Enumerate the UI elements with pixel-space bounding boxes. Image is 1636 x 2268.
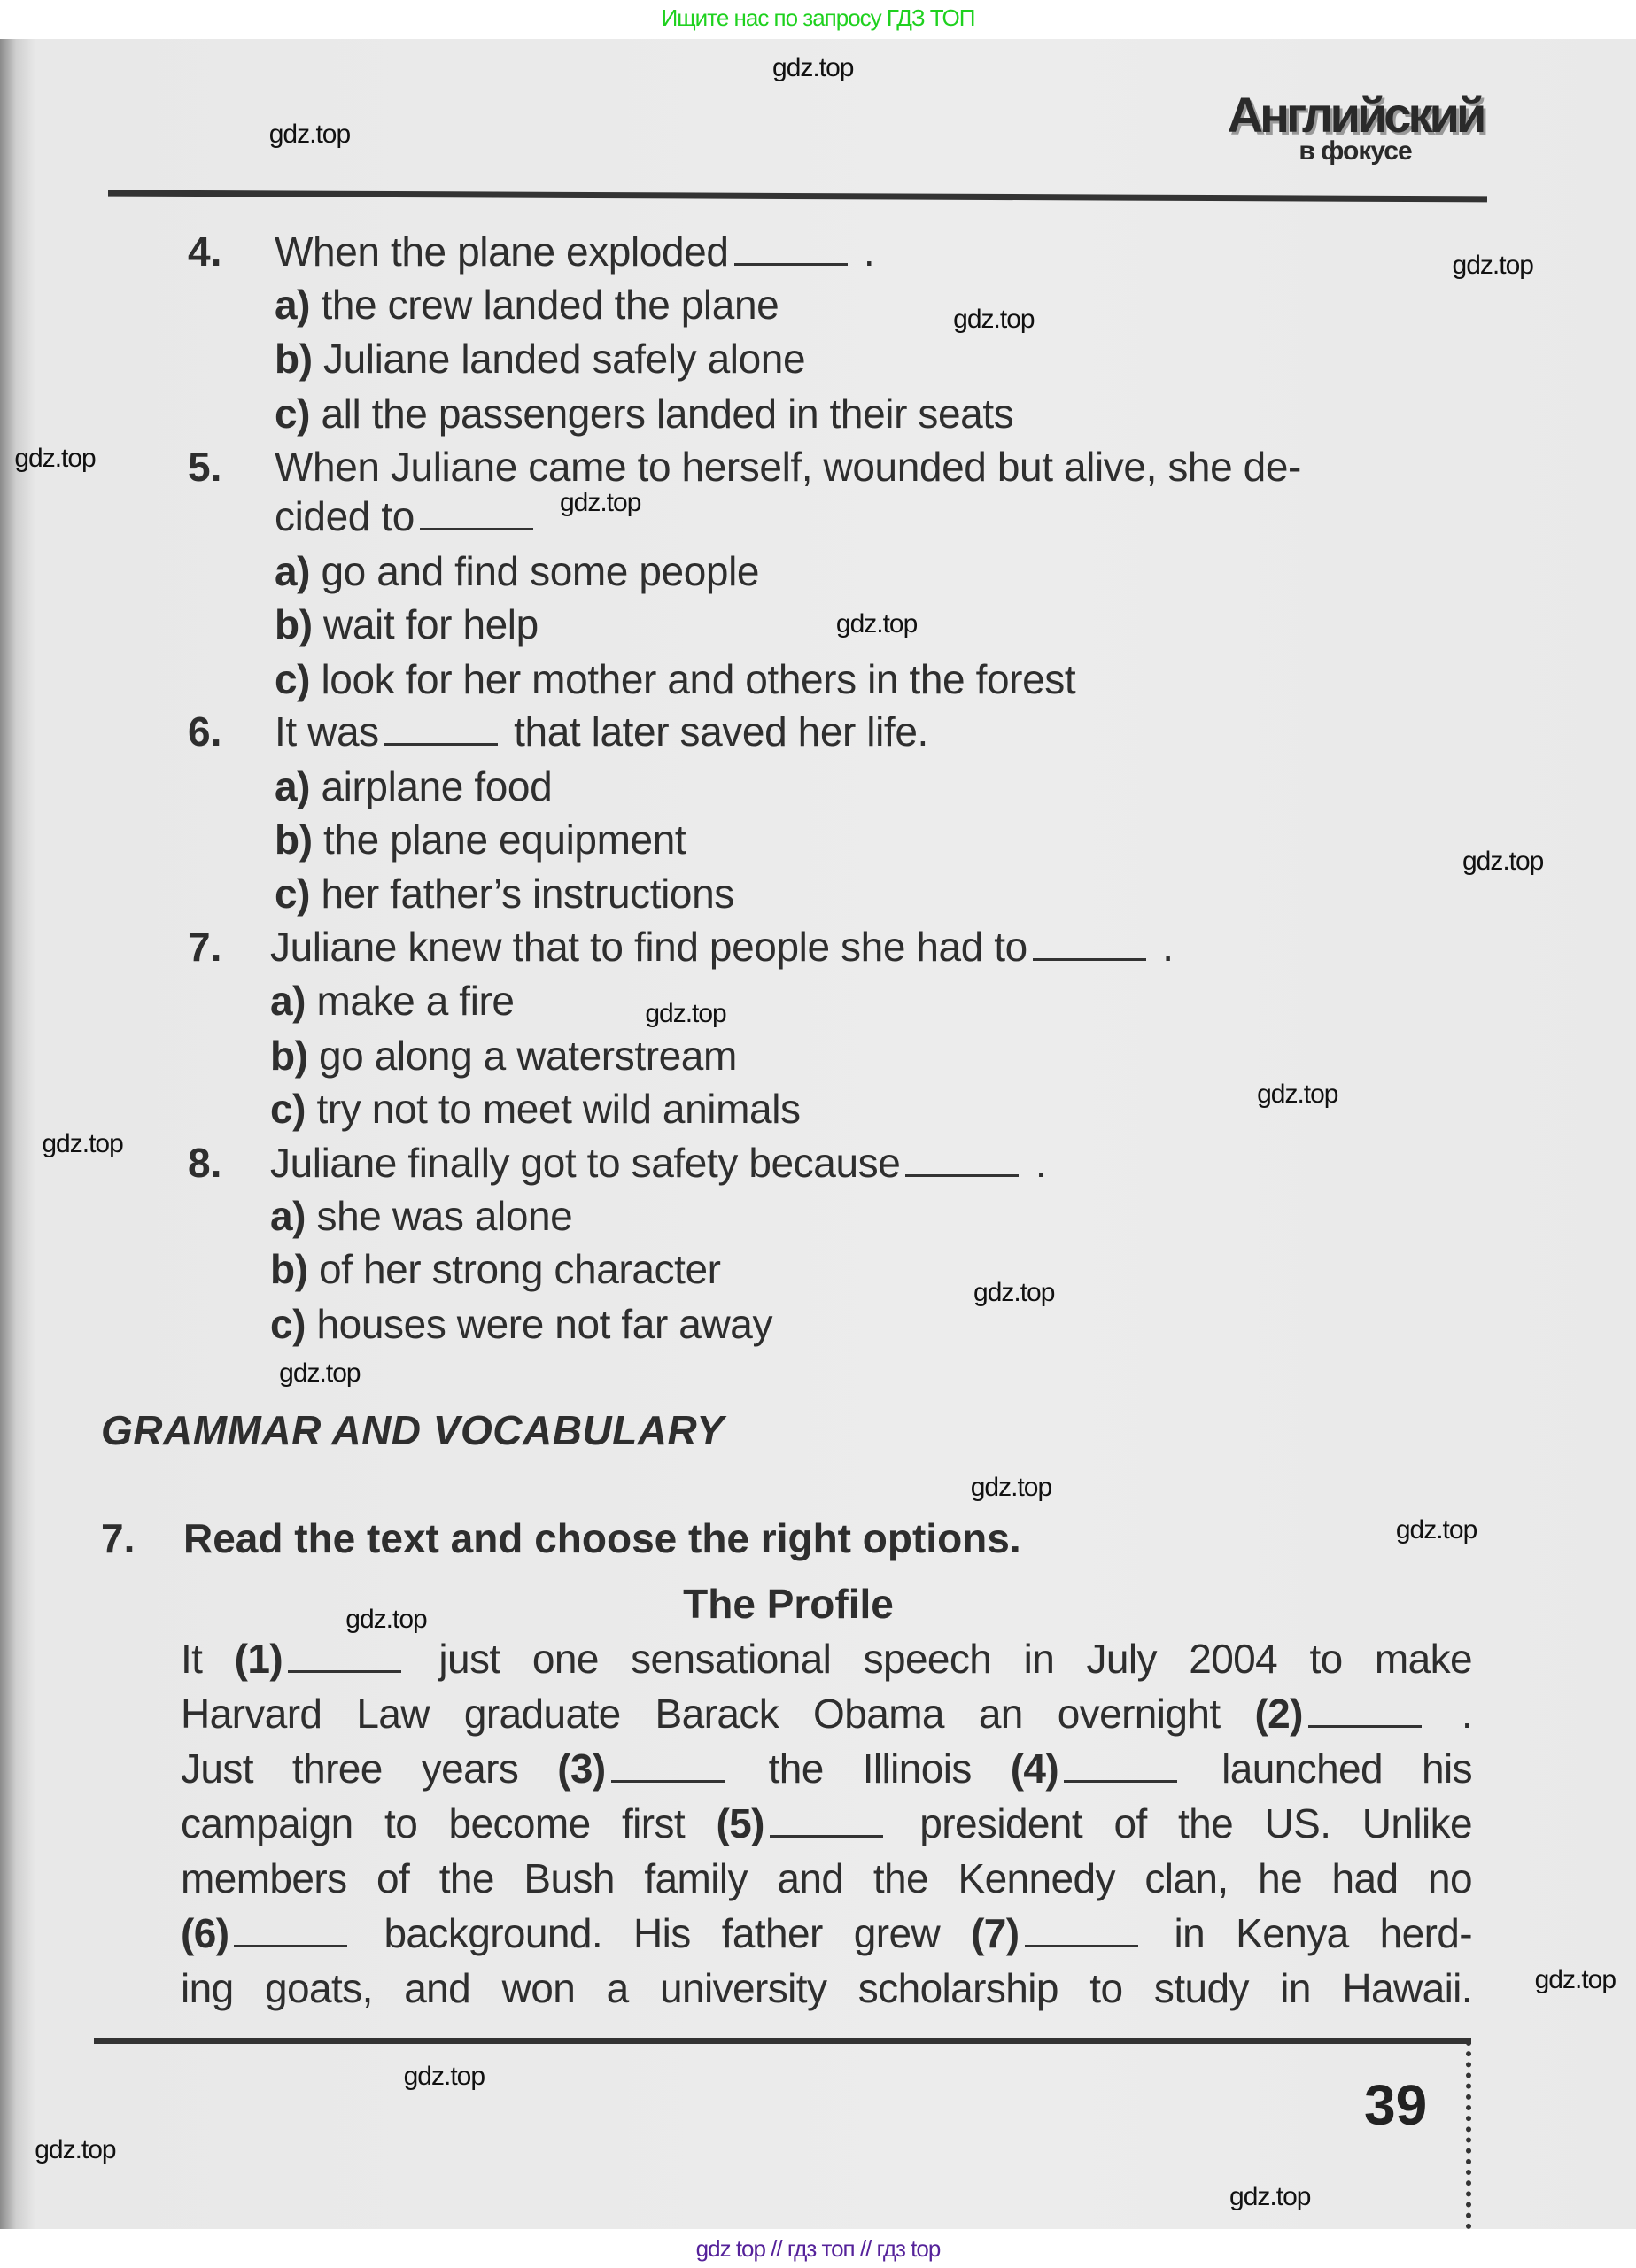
question-stem <box>275 440 1301 493</box>
paragraph-line <box>181 1632 1472 1685</box>
answer-blank <box>384 708 498 746</box>
answer-blank <box>770 1800 883 1838</box>
question-stem <box>270 920 1174 973</box>
gap-number: (5) <box>716 1800 764 1846</box>
answer-option <box>275 760 552 813</box>
option-text: all the passengers landed in their seats <box>321 390 1014 437</box>
question-number: 8. <box>188 1139 222 1186</box>
paragraph-text: just one sensational speech in July 2004 to make <box>438 1635 1472 1682</box>
footer-divider <box>94 2038 1471 2044</box>
option-text: the crew landed the plane <box>321 282 779 329</box>
paragraph-text: in Kenya herd- <box>1174 1909 1473 1956</box>
stem-text: When Juliane came to herself, wounded but alive, she de- <box>275 444 1301 491</box>
gap-number: (3) <box>557 1745 606 1792</box>
paragraph-text: campaign to become first <box>181 1800 717 1846</box>
option-letter: b) <box>270 1032 319 1079</box>
answer-option <box>275 332 805 385</box>
watermark-text: gdz.top <box>1534 1964 1617 1994</box>
watermark-text: gdz.top <box>1257 1080 1338 1110</box>
answer-option <box>275 813 686 866</box>
option-letter: c) <box>275 656 322 703</box>
answer-blank <box>1308 1690 1422 1728</box>
stem-text: cided to <box>275 492 415 539</box>
top-banner-text: Ищите нас по запросу ГДЗ ТОП <box>661 4 975 31</box>
gap-number: (7) <box>971 1909 1020 1956</box>
option-text: the plane equipment <box>323 817 686 863</box>
question-stem-continued <box>275 490 539 543</box>
answer-blank <box>611 1745 725 1783</box>
answer-blank <box>1033 923 1146 961</box>
bottom-banner <box>0 2229 1636 2268</box>
question-number: 7. <box>188 924 222 971</box>
watermark-text: gdz.top <box>14 443 96 473</box>
option-letter: c) <box>270 1086 317 1133</box>
answer-blank <box>420 492 533 530</box>
answer-blank <box>288 1635 401 1673</box>
watermark-text: gdz.top <box>1229 2181 1311 2211</box>
page-number: 39 <box>1364 2073 1428 2137</box>
option-text: her father’s instructions <box>321 870 734 917</box>
option-letter: c) <box>275 870 322 917</box>
option-letter: a) <box>270 977 317 1024</box>
watermark-text: gdz.top <box>953 304 1035 334</box>
paragraph-line <box>181 1907 1472 1960</box>
stem-text: Juliane finally got to safety because <box>270 1139 901 1186</box>
paragraph-text: It <box>181 1635 235 1682</box>
watermark-text: gdz.top <box>1452 251 1533 281</box>
watermark-text: gdz.top <box>970 1473 1052 1503</box>
answer-option <box>270 1082 801 1135</box>
question-number: 4. <box>188 228 222 275</box>
question-number: 5. <box>188 444 222 491</box>
stem-text: . <box>852 228 875 275</box>
paragraph-line <box>181 1852 1472 1905</box>
answer-option <box>275 598 539 651</box>
question-stem <box>270 1136 1046 1189</box>
option-text: airplane food <box>321 762 553 809</box>
answer-blank <box>1064 1745 1177 1783</box>
watermark-text: gdz.top <box>835 609 918 639</box>
answer-option <box>275 653 1075 706</box>
stem-text: When the plane exploded <box>275 228 729 275</box>
option-text: go along a waterstream <box>319 1032 737 1079</box>
top-banner <box>0 0 1636 39</box>
paragraph-text: ing goats, and won a university scholarship to study in Hawaii. <box>181 1965 1472 2011</box>
paragraph-line <box>181 1797 1472 1850</box>
answer-blank <box>234 1909 347 1947</box>
option-letter: b) <box>275 335 323 382</box>
answer-option <box>275 278 779 331</box>
paragraph-text: background. His father grew <box>384 1909 972 1956</box>
answer-option <box>270 1297 772 1351</box>
option-text: look for her mother and others in the forest <box>321 656 1076 703</box>
watermark-text: gdz.top <box>645 998 726 1028</box>
option-text: houses were not far away <box>316 1301 773 1348</box>
section-heading: GRAMMAR AND VOCABULARY <box>101 1407 725 1453</box>
watermark-text: gdz.top <box>345 1604 427 1634</box>
watermark-text: gdz.top <box>973 1277 1055 1307</box>
watermark-text: gdz.top <box>1462 847 1544 877</box>
paragraph-text: launched his <box>1221 1745 1472 1792</box>
watermark-text: gdz.top <box>559 488 641 518</box>
stem-text: . <box>1151 924 1174 971</box>
option-letter: a) <box>275 762 322 809</box>
answer-blank <box>1025 1909 1138 1947</box>
paragraph-text: Just three years <box>181 1745 558 1792</box>
stem-text: Juliane knew that to find people she had to <box>270 924 1027 971</box>
paragraph-line <box>181 1962 1472 2015</box>
paragraph-text: the Illinois <box>768 1745 1011 1792</box>
question-stem <box>275 705 928 758</box>
option-letter: b) <box>275 817 323 863</box>
paragraph-text: Harvard Law graduate Barack Obama an overnight <box>181 1690 1255 1737</box>
watermark-text: gdz.top <box>35 2135 116 2165</box>
question-stem <box>275 225 874 278</box>
watermark-text: gdz.top <box>403 2061 485 2091</box>
option-text: go and find some people <box>321 547 760 594</box>
option-letter: b) <box>270 1246 319 1293</box>
gap-number: (4) <box>1010 1745 1059 1792</box>
paragraph-text: president of the US. Unlike <box>919 1800 1472 1846</box>
option-letter: c) <box>270 1301 317 1348</box>
gap-number: (2) <box>1254 1690 1303 1737</box>
answer-option <box>270 974 515 1027</box>
option-text: she was alone <box>316 1192 573 1239</box>
dotted-margin-line <box>1466 2040 1471 2229</box>
option-letter: a) <box>275 282 322 329</box>
watermark-text: gdz.top <box>1395 1514 1477 1544</box>
option-letter: c) <box>275 390 322 437</box>
paragraph-text: . <box>1461 1690 1473 1737</box>
stem-text: that later saved her life. <box>502 708 928 755</box>
watermark-text: gdz.top <box>772 52 854 82</box>
stem-text: . <box>1024 1139 1047 1186</box>
paragraph-line <box>181 1742 1472 1795</box>
watermark-text: gdz.top <box>42 1128 123 1158</box>
option-text: wait for help <box>323 601 539 648</box>
gap-number: (1) <box>234 1635 283 1682</box>
answer-option <box>275 387 1013 440</box>
logo <box>1227 89 1484 166</box>
option-text: try not to meet wild animals <box>316 1086 801 1133</box>
option-text: of her strong character <box>319 1246 721 1293</box>
answer-option <box>270 1242 721 1296</box>
answer-option <box>270 1029 737 1082</box>
logo-subtitle: в фокусе <box>1299 136 1412 166</box>
option-text: make a fire <box>316 977 515 1024</box>
paragraph-line <box>181 1687 1472 1740</box>
option-letter: b) <box>275 601 323 648</box>
watermark-text: gdz.top <box>268 119 351 149</box>
task-number: 7. <box>101 1515 136 1561</box>
logo-title: Английский <box>1227 87 1484 143</box>
answer-option <box>270 1189 572 1242</box>
answer-option <box>275 545 759 598</box>
option-text: Juliane landed safely alone <box>323 335 806 382</box>
question-number: 6. <box>188 708 222 755</box>
bottom-banner-text: gdz top // гдз топ // гдз top <box>695 2235 941 2262</box>
task-instruction: Read the text and choose the right options. <box>183 1515 1021 1561</box>
stem-text: It was <box>275 708 379 755</box>
gap-number: (6) <box>181 1909 229 1956</box>
watermark-text: gdz.top <box>279 1358 361 1389</box>
option-letter: a) <box>275 547 322 594</box>
option-letter: a) <box>270 1192 317 1239</box>
answer-blank <box>734 228 848 266</box>
paragraph-text: members of the Bush family and the Kennedy clan, he had no <box>181 1854 1472 1901</box>
answer-blank <box>905 1139 1019 1177</box>
text-title: The Profile <box>683 1581 894 1627</box>
answer-option <box>275 867 734 920</box>
